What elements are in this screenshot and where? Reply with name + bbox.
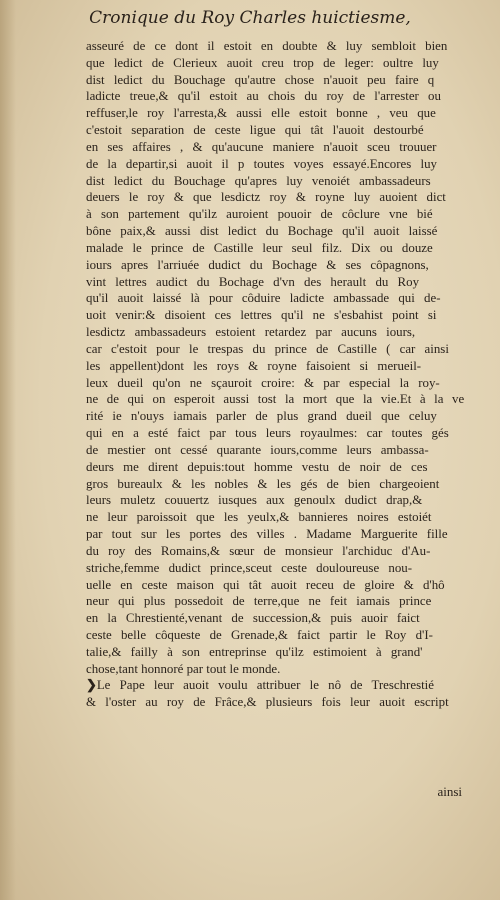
text-line: les appellent)dont les roys & royne faisoient si merueil- xyxy=(86,358,422,373)
text-line: gros bureaulx & les nobles & les gés de bien chargeoient xyxy=(86,476,440,491)
text-line: uelle en ceste maison qui tât auoit receu de gloire & d'hô xyxy=(86,577,445,592)
text-line: leurs muletz couuertz iusques aux genoulx dudict drap,& xyxy=(86,493,423,508)
gutter-shadow xyxy=(0,0,16,900)
text-line: ❯ Le Pape leur auoit voulu attribuer le nô de Treschrestié xyxy=(86,677,464,694)
text-line: bône paix,& aussi dist ledict du Bochage qu'il auoit laissé xyxy=(86,224,438,239)
text-line: & l'oster au roy de Frâce,& plusieurs fois leur auoit escript xyxy=(86,695,449,710)
text-line: uoit venir:& disoient ces lettres qu'il ne s'esbahist point si xyxy=(86,308,437,323)
text-line: ladicte treue,& qu'il estoit au chois du roy de l'arrester ou xyxy=(86,89,441,104)
text-line: car c'estoit pour le trespas du prince de Castille ( car ainsi xyxy=(86,341,449,356)
text-line: lesdictz ambassadeurs estoient retardez par aucuns iours, xyxy=(86,325,416,340)
catchword: ainsi xyxy=(437,784,462,799)
text-line: par tout sur les portes des villes . Madame Marguerite fille xyxy=(86,527,448,542)
text-line: iours apres l'arriuée dudict du Bochage & ses côpagnons, xyxy=(86,257,429,272)
running-title: Cronique du Roy Charles huictiesme, xyxy=(89,8,411,28)
text-line: ne leur paroissoit que les yeulx,& bannieres noires estoiét xyxy=(86,510,432,525)
text-line: que ledict de Clerieux auoit creu trop de leger: oultre luy xyxy=(86,55,439,70)
text-line: vint lettres audict du Bochage d'vn des herault du Roy xyxy=(86,274,420,289)
text-line: leux dueil qu'on ne sçauroit croire: & par especial la roy- xyxy=(86,375,440,390)
text-line: en ses affaires , & qu'aucune maniere n'auoit sceu trouuer xyxy=(86,139,437,154)
text-line: du roy des Romains,& sœur de monsieur l'archiduc d'Au- xyxy=(86,543,431,558)
text-line: qui en a esté faict par tous leurs royaulmes: car toutes gés xyxy=(86,426,449,441)
text-line: striche,femme dudict prince,sceut ceste douloureuse nou- xyxy=(86,560,413,575)
text-line: en la Chrestienté,venant de succession,& puis auoir faict xyxy=(86,611,420,626)
text-line: asseuré de ce dont il estoit en doubte & luy sembloit bien xyxy=(86,39,448,53)
text-line: qu'il auoit laissé là pour côduire ladicte ambassade qui de- xyxy=(86,291,441,306)
text-line: reffuser,le roy l'arresta,& aussi elle estoit bonne , veu que xyxy=(86,106,436,121)
text-line: à son partement qu'ilz auroient pouoir de côclure vne bié xyxy=(86,207,433,222)
text-line: chose,tant honnoré par tout le monde. xyxy=(86,661,281,676)
text-line: talie,& failly à son entreprinse qu'ilz estimoient à grand' xyxy=(86,644,423,659)
text-line: rité ie n'ouys iamais parler de plus grand dueil que celuy xyxy=(86,409,437,424)
text-line: de mestier ont cessé quarante iours,comme leurs ambassa- xyxy=(86,442,429,457)
text-line: malade le prince de Castille leur seul filz. Dix ou douze xyxy=(86,240,433,255)
text-line: de la departir,si auoit il p toutes voyes essayé.Encores luy xyxy=(86,156,437,171)
text-line: c'estoit separation de ceste ligue qui tât l'auoit destourbé xyxy=(86,123,424,138)
text-line: deurs me dirent depuis:tout homme vestu de noir de ces xyxy=(86,459,428,474)
text-line: dist ledict du Bouchage qu'autre chose n'auoit peu faire q xyxy=(86,72,435,87)
text-line: neur qui plus possedoit de terre,que ne feit iamais prince xyxy=(86,594,432,609)
text-line: dist ledict du Bouchage qu'apres luy venoiét ambassadeurs xyxy=(86,173,431,188)
text-line: ne de qui on esperoit aussi tost la mort que la vie.Et à la ve xyxy=(86,392,464,407)
body-text xyxy=(86,38,464,711)
text-line: ceste belle côqueste de Grenade,& faict partir le Roy d'I- xyxy=(86,627,433,642)
text-line: deuers le roy & que lesdictz roy & royne luy auoient dict xyxy=(86,190,446,205)
